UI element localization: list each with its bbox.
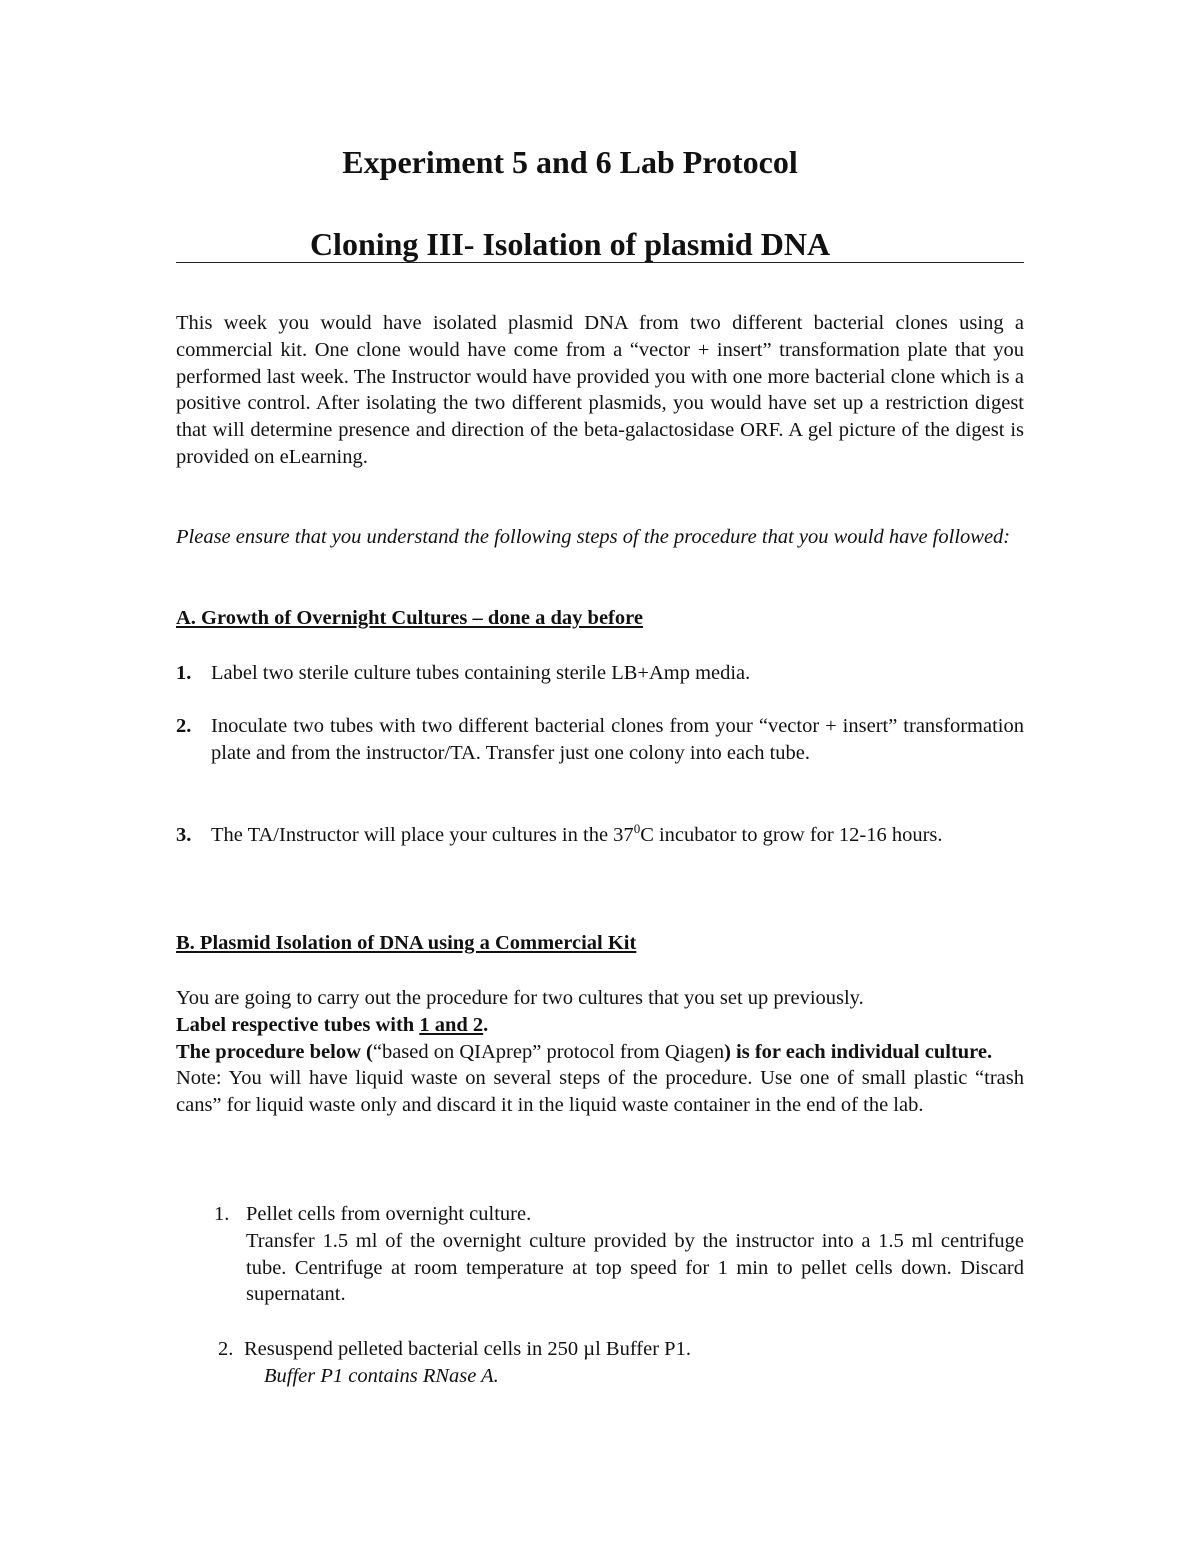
step-detail: Transfer 1.5 ml of the overnight culture provided by the instructor into a 1.5 ml centrifuge tube. Centrifuge at room temperature at top speed for 1 min to pellet cells down. Discard supernatant. [246, 1229, 1024, 1306]
waste-note: Note: You will have liquid waste on several steps of the procedure. Use one of small plastic “trash cans” for liquid waste only and discard it in the liquid waste container in the end of the lab. [176, 1067, 1024, 1117]
step-2 [244, 1336, 1024, 1390]
item-number: 3. [176, 824, 192, 846]
item-text: The TA/Instructor will place your cultures in the 37 [211, 824, 634, 846]
step-title: Resuspend pelleted bacterial cells in 250 µl Buffer P1. [244, 1338, 691, 1360]
section-b-heading: B. Plasmid Isolation of DNA using a Commercial Kit [176, 932, 637, 954]
label-prefix: Label respective tubes with [176, 1013, 420, 1036]
intro-paragraph: This week you would have isolated plasmid DNA from two different bacterial clones using a commercial kit. One clone would have come from a “vector + insert” transformation plate that you performed last week. The Instructor would have provided you with one more bacterial clone which is a positive control. After isolating the two different plasmids, you would have set up a restriction digest that will determine presence and direction of the beta-galactosidase ORF. A gel picture of the digest is provided on eLearning. [176, 312, 1024, 468]
step-number: 2. [218, 1338, 234, 1360]
document-subtitle: Cloning III- Isolation of plasmid DNA [309, 226, 831, 262]
title-divider [176, 262, 1024, 263]
item-number: 1. [176, 662, 192, 684]
procedure-source: “based on QIAprep” protocol from Qiagen [372, 1040, 725, 1063]
label-instruction [176, 1014, 488, 1036]
document-title: Experiment 5 and 6 Lab Protocol [342, 144, 798, 180]
step-title: Pellet cells from overnight culture. [246, 1203, 532, 1225]
procedure-bold: The procedure below ( [176, 1040, 373, 1063]
section-b-intro [176, 985, 1024, 1119]
list-item: Inoculate two tubes with two different bacterial clones from your “vector + insert” transformation plate and from the instructor/TA. Transfer just one colony into each tube. [211, 715, 1024, 764]
procedure-line [176, 1041, 992, 1063]
list-item: Label two sterile culture tubes containing sterile LB+Amp media. [211, 662, 751, 684]
list-item [211, 822, 1024, 849]
item-text: C incubator to grow for 12-16 hours. [640, 824, 943, 846]
tube-labels: 1 and 2 [419, 1013, 484, 1036]
degree-superscript: 0 [633, 821, 641, 837]
label-suffix: . [483, 1013, 489, 1036]
intro-line: You are going to carry out the procedure for two cultures that you set up previously. [176, 987, 864, 1009]
step-detail: Buffer P1 contains RNase A. [264, 1364, 499, 1387]
step-number: 1. [214, 1203, 230, 1225]
section-a-heading: A. Growth of Overnight Cultures – done a day before [176, 607, 643, 629]
item-number: 2. [176, 715, 192, 737]
procedure-bold: ) is for each individual culture. [724, 1040, 993, 1063]
step-1 [246, 1201, 1024, 1308]
instructions-note: Please ensure that you understand the following steps of the procedure that you would have followed: [176, 526, 1011, 548]
